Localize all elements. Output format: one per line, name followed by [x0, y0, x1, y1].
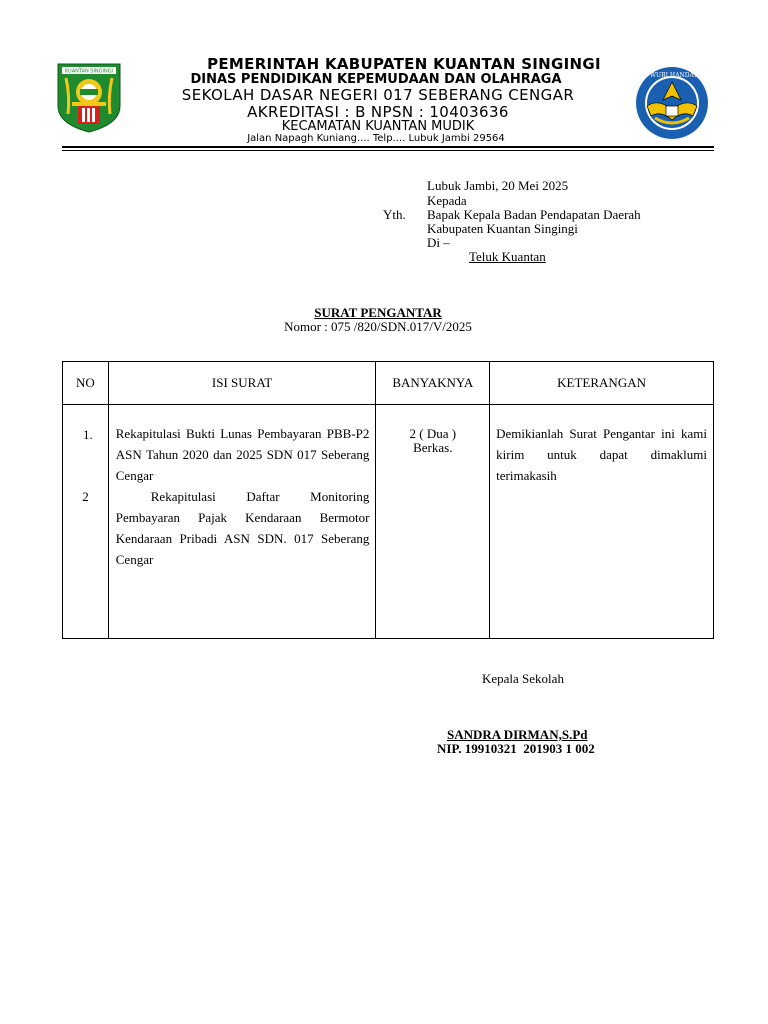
item-number-1: 1. [83, 427, 93, 442]
header-no: NO [63, 362, 109, 405]
recipient-di: Di – [427, 235, 450, 250]
signature-name: SANDRA DIRMAN,S.Pd [447, 727, 588, 742]
cell-banyaknya [376, 405, 490, 639]
svg-text:KUANTAN SINGINGI: KUANTAN SINGINGI [64, 68, 114, 75]
header-isi-surat: ISI SURAT [108, 362, 376, 405]
letter-number: Nomor : 075 /820/SDN.017/V/2025 [284, 319, 472, 334]
item-description-2: Rekapitulasi Daftar Monitoring Pembayaran Pajak Kendaraan Bermotor Kendaraan Pribadi ASN SDN. 017 Seberang Cengar [115, 489, 370, 567]
recipient-regency: Kabupaten Kuantan Singingi [427, 221, 578, 236]
header-keterangan: KETERANGAN [490, 362, 714, 405]
signature-role: Kepala Sekolah [482, 671, 564, 686]
letterhead-accreditation: AKREDITASI : B NPSN : 10403636 [247, 103, 509, 121]
letterhead-district: KECAMATAN KUANTAN MUDIK [281, 119, 475, 134]
cell-isi-surat [108, 405, 376, 639]
letterhead-divider-thin [62, 150, 714, 151]
svg-text:TUT WURI HANDAYANI: TUT WURI HANDAYANI [634, 72, 710, 79]
letterhead-department: DINAS PENDIDIKAN KEPEMUDAAN DAN OLAHRAGA [190, 72, 562, 87]
letterhead-government: PEMERINTAH KABUPATEN KUANTAN SINGINGI [207, 55, 601, 73]
letterhead-school-name: SEKOLAH DASAR NEGERI 017 SEBERANG CENGAR [181, 86, 575, 104]
item-number-2: 2 [82, 489, 89, 504]
table-row [63, 405, 714, 639]
recipient-name: Bapak Kepala Badan Pendapatan Daerah [427, 207, 641, 222]
recipient-yth: Yth. [383, 207, 406, 222]
letter-content-table [62, 361, 714, 639]
table-header-row [63, 362, 714, 405]
signature-nip: NIP. 19910321 201903 1 002 [437, 741, 595, 756]
quantity-unit: Berkas. [413, 440, 453, 455]
cell-keterangan [490, 405, 714, 639]
remark-text: Demikianlah Surat Pengantar ini kami kirim untuk dapat dimaklumi terimakasih [496, 426, 707, 483]
recipient-kepada: Kepada [427, 193, 467, 208]
item-description-1: Rekapitulasi Bukti Lunas Pembayaran PBB-P2 ASN Tahun 2020 dan 2025 SDN 017 Seberang Cengar [115, 426, 370, 483]
letterhead-divider-thick [62, 146, 714, 148]
cell-no [63, 405, 109, 639]
header-banyaknya: BANYAKNYA [376, 362, 490, 405]
letter-date: Lubuk Jambi, 20 Mei 2025 [427, 178, 569, 193]
recipient-place: Teluk Kuantan [469, 249, 546, 264]
letter-title: SURAT PENGANTAR [314, 305, 442, 320]
letterhead-address: Jalan Napagh Kuniang.... Telp.... Lubuk Jambi 29564 [247, 133, 505, 144]
quantity-count: 2 ( Dua ) [409, 426, 457, 441]
